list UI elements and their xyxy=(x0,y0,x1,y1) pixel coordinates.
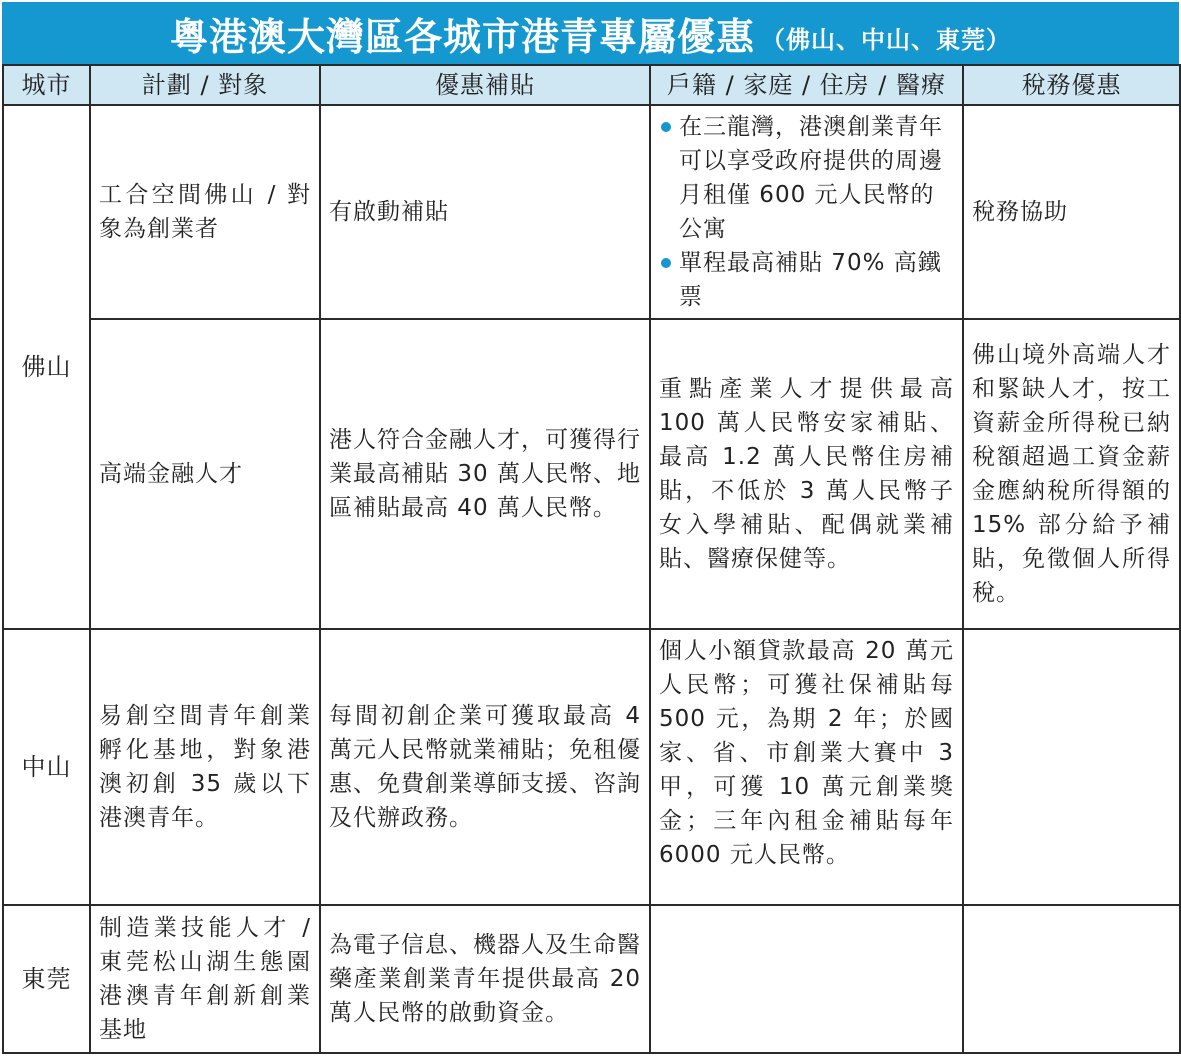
household-item-text: 在三龍灣，港澳創業青年可以享受政府提供的周邊月租僅 600 元人民幣的公寓 xyxy=(679,114,943,242)
tax-text: 佛山境外高端人才和緊缺人才，按工資薪金所得稅已納稅額超過工資金薪金應納稅所得額的 15% 部分給予補貼，免徵個人所得稅。 xyxy=(972,342,1171,606)
plan-cell xyxy=(90,319,320,629)
tax-cell xyxy=(963,905,1180,1053)
household-text: 重點產業人才提供最高 100 萬人民幣安家補貼、最高 1.2 萬人民幣住房補貼，不低於 3 萬人民幣子女入學補貼、配偶就業補貼、醫療保健等。 xyxy=(659,376,954,572)
bullet-dot-icon xyxy=(661,258,671,268)
header-tax: 稅務優惠 xyxy=(963,65,1180,105)
tax-cell xyxy=(963,629,1180,905)
plan-cell xyxy=(90,629,320,905)
table-row xyxy=(3,629,1180,905)
page-subtitle: （佛山、中山、東莞） xyxy=(761,25,1011,54)
header-household: 戶籍 / 家庭 / 住房 / 醫療 xyxy=(650,65,963,105)
header-city: 城市 xyxy=(3,65,90,105)
plan-text: 易創空間青年創業孵化基地，對象港澳初創 35 歲以下港澳青年。 xyxy=(99,703,311,831)
table-row xyxy=(3,905,1180,1053)
subsidy-text: 有啟動補貼 xyxy=(329,199,449,225)
plan-text: 工合空間佛山 / 對象為創業者 xyxy=(99,182,311,242)
tax-text: 稅務協助 xyxy=(972,199,1068,225)
household-item-text: 單程最高補貼 70% 高鐵票 xyxy=(679,250,942,310)
tax-cell xyxy=(963,319,1180,629)
subsidy-cell xyxy=(320,905,650,1053)
subsidy-text: 港人符合金融人才，可獲得行業最高補貼 30 萬人民幣、地區補貼最高 40 萬人民幣。 xyxy=(329,427,641,521)
household-cell xyxy=(650,319,963,629)
list-item xyxy=(659,246,954,314)
table-row xyxy=(3,319,1180,629)
page-title: 粵港澳大灣區各城市港青專屬優惠 xyxy=(169,14,755,59)
household-cell xyxy=(650,629,963,905)
table-header-row xyxy=(3,65,1180,105)
city-cell: 佛山 xyxy=(3,105,90,629)
table-row xyxy=(3,105,1180,319)
title-bar xyxy=(2,2,1179,64)
plan-text: 制造業技能人才 / 東莞松山湖生態園港澳青年創新創業基地 xyxy=(99,915,311,1043)
plan-cell xyxy=(90,905,320,1053)
subsidy-cell xyxy=(320,105,650,319)
policy-table xyxy=(2,64,1181,1054)
list-item xyxy=(659,110,954,246)
subsidy-cell xyxy=(320,319,650,629)
city-cell: 東莞 xyxy=(3,905,90,1053)
header-plan: 計劃 / 對象 xyxy=(90,65,320,105)
plan-text: 高端金融人才 xyxy=(99,461,243,487)
subsidy-cell xyxy=(320,629,650,905)
header-subsidy: 優惠補貼 xyxy=(320,65,650,105)
household-list xyxy=(659,110,954,314)
household-text: 個人小額貸款最高 20 萬元人民幣；可獲社保補貼每 500 元，為期 2 年；於國家、省、市創業大賽中 3 甲，可獲 10 萬元創業獎金；三年內租金補貼每年 6000 元人民幣。 xyxy=(659,638,954,868)
household-cell xyxy=(650,905,963,1053)
plan-cell xyxy=(90,105,320,319)
city-cell: 中山 xyxy=(3,629,90,905)
subsidy-text: 每間初創企業可獲取最高 4 萬元人民幣就業補貼；免租優惠、免費創業導師支援、咨詢及代辦政務。 xyxy=(329,703,641,831)
bullet-dot-icon xyxy=(661,122,671,132)
subsidy-text: 為電子信息、機器人及生命醫藥產業創業青年提供最高 20 萬人民幣的啟動資金。 xyxy=(329,932,641,1026)
household-cell xyxy=(650,105,963,319)
tax-cell xyxy=(963,105,1180,319)
